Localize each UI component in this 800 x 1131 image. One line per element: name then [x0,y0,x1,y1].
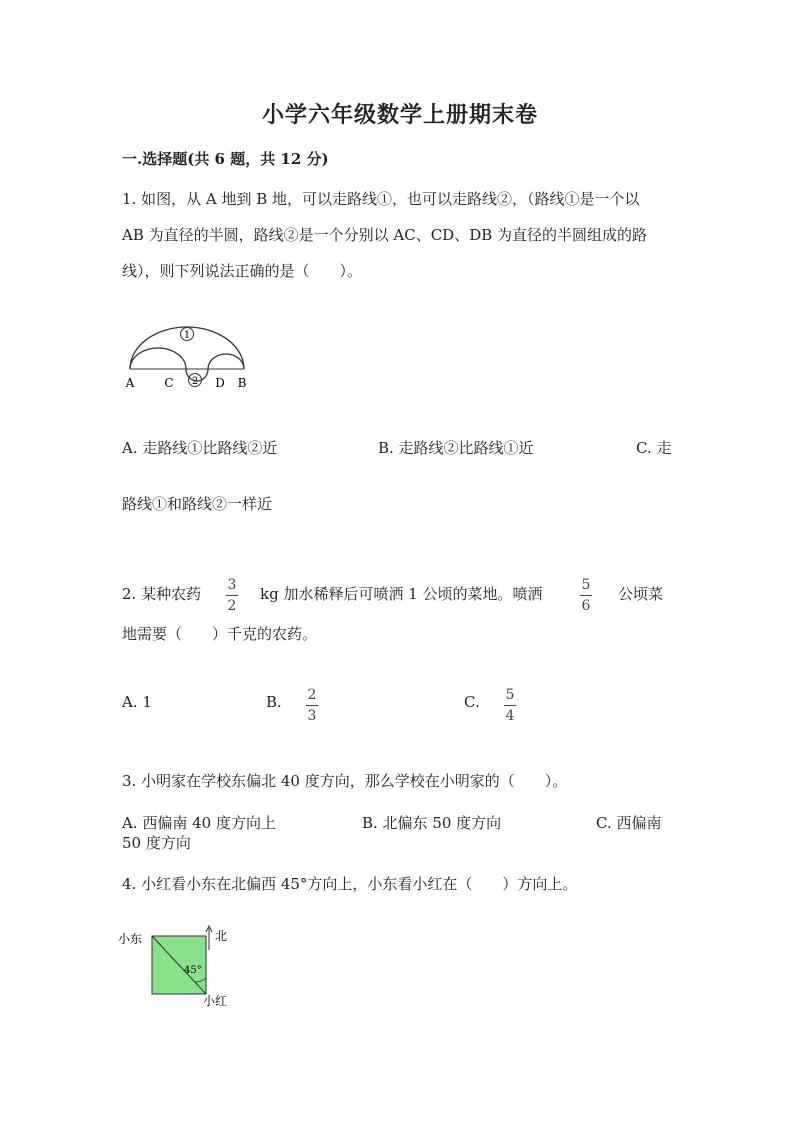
fraction-numerator: 3 [227,577,237,593]
q1-option-c-continued: 路线①和路线②一样近 [122,495,273,513]
north-label: 北 [215,929,228,943]
q3-option-b[interactable]: B. 北偏东 50 度方向 [362,814,502,832]
q2-text-start: 2. 某种农药 [122,585,202,603]
fraction-denominator: 4 [505,708,515,724]
route1-label: 1 [183,330,191,341]
q1-option-c[interactable]: C. 走 [636,439,672,457]
q2-option-a[interactable]: A. 1 [122,693,152,711]
q2-option-b[interactable]: B. [266,693,282,711]
xiaohong-label: 小红 [203,994,228,1008]
fraction-denominator: 3 [307,708,317,724]
q2-option-b-fraction [306,688,318,723]
point-b-label: B [237,376,247,390]
q3-text: 3. 小明家在学校东偏北 40 度方向，那么学校在小明家的（ ）。 [122,772,568,790]
q1-route-figure [115,312,265,394]
fraction-numerator: 2 [307,687,317,703]
q2-option-c-fraction [504,688,516,723]
fraction-denominator: 2 [227,598,237,614]
route2-label: 2 [191,376,199,387]
q4-text: 4. 小红看小东在北偏西 45°方向上，小东看小红在（ ）方向上。 [122,875,578,893]
point-d-label: D [215,376,225,390]
q2-text-end: 公顷菜 [618,585,664,603]
fraction-denominator: 6 [581,598,591,614]
route2-arcs [130,348,244,381]
section-heading: 一.选择题(共 6 题，共 12 分) [122,150,329,168]
point-c-label: C [164,376,174,390]
q1-option-b[interactable]: B. 走路线②比路线①近 [378,439,534,457]
xiaodong-label: 小东 [118,932,143,946]
q3-option-c-continued: 50 度方向 [122,834,191,852]
q3-option-a[interactable]: A. 西偏南 40 度方向上 [122,814,276,832]
q3-option-c[interactable]: C. 西偏南 [596,814,662,832]
q2-option-c[interactable]: C. [464,693,480,711]
q1-line-2: AB 为直径的半圆，路线②是一个分别以 AC、CD、DB 为直径的半圆组成的路 [122,226,648,244]
page-title: 小学六年级数学上册期末卷 [261,102,538,128]
q2-fraction-2 [580,578,592,613]
fraction-numerator: 5 [505,687,515,703]
q2-text-middle: kg 加水稀释后可喷洒 1 公顷的菜地。喷洒 [260,585,543,603]
fraction-numerator: 5 [581,577,591,593]
q4-direction-figure [118,922,243,1010]
q1-line-1: 1. 如图，从 A 地到 B 地，可以走路线①，也可以走路线②，（路线①是一个以 [122,190,640,208]
angle-label: 45° [184,965,202,976]
q2-line-2: 地需要（ ）千克的农药。 [122,625,318,643]
q1-option-a[interactable]: A. 走路线①比路线②近 [122,439,278,457]
q1-line-3: 线），则下列说法正确的是（ ）。 [122,262,363,280]
q2-fraction-1 [226,578,238,613]
point-a-label: A [125,376,135,390]
